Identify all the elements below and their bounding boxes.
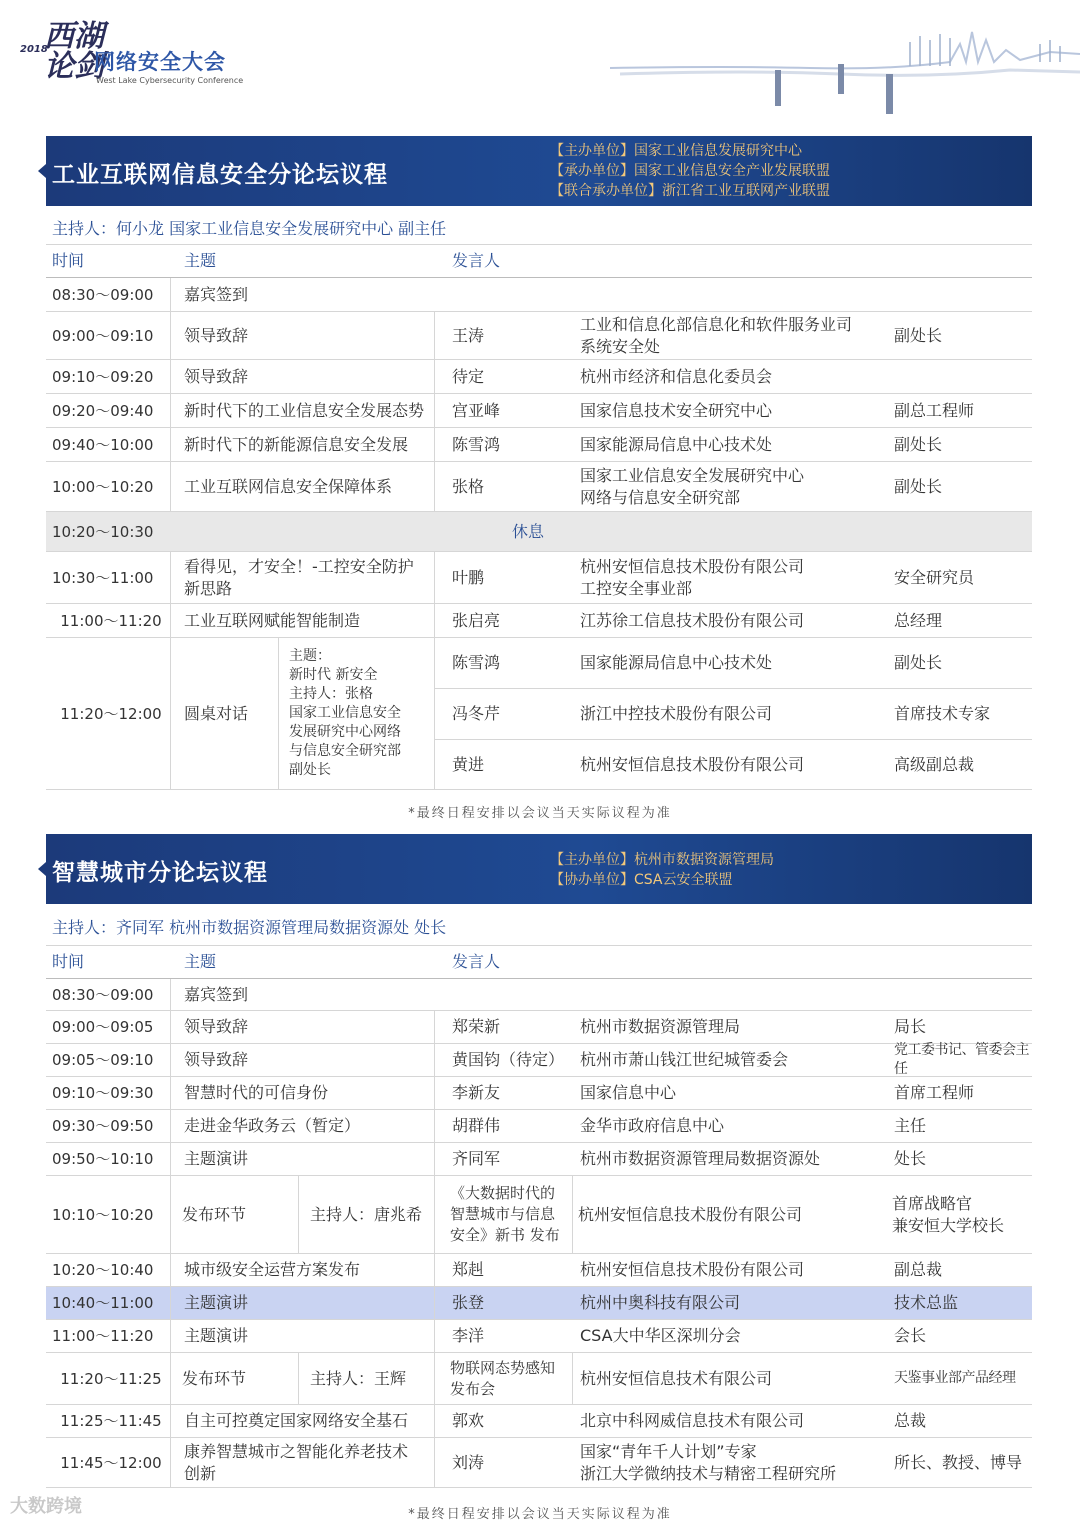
speaker-title: 局长 xyxy=(894,1017,927,1036)
time-cell: 11:20～12:00 xyxy=(60,704,162,723)
speaker-org: 杭州安恒信息技术股份有限公司 xyxy=(578,1204,803,1224)
speaker-org: 国家工业信息安全发展研究中心 网络与信息安全研究部 xyxy=(580,465,805,507)
time-cell: 11:00～11:20 xyxy=(60,611,162,630)
speaker-name: 郑荣新 xyxy=(452,1017,501,1036)
speaker-name: 黄进 xyxy=(452,755,485,774)
table-row xyxy=(46,428,1032,462)
speaker-name: 王涛 xyxy=(452,325,485,345)
speaker-org: 杭州市经济和信息化委员会 xyxy=(580,366,773,386)
speaker-name: 李新友 xyxy=(452,1083,501,1102)
page-header xyxy=(0,0,1080,128)
speaker-name: 胡群伟 xyxy=(452,1116,501,1135)
topic-cell: 发布环节 xyxy=(182,1204,247,1224)
speaker-name: 宫亚峰 xyxy=(452,400,501,420)
speaker-org: 国家信息中心 xyxy=(580,1083,677,1102)
organizer-line: 【主办单位】国家工业信息发展研究中心 xyxy=(550,143,802,159)
speaker-org: 金华市政府信息中心 xyxy=(580,1116,725,1135)
table-row xyxy=(46,1438,1032,1488)
column-topic: 主题 xyxy=(184,251,217,270)
speaker-title: 处长 xyxy=(894,1149,927,1168)
watermark-logo: 大数跨境 xyxy=(10,1496,82,1517)
section-banner-smartcity xyxy=(46,834,1032,904)
topic-cell: 工业互联网赋能智能制造 xyxy=(184,610,361,630)
speaker-title: 高级副总裁 xyxy=(894,755,975,774)
speaker-title: 技术总监 xyxy=(894,1293,959,1312)
time-cell: 09:10～09:20 xyxy=(52,367,154,386)
speaker-name: 齐同军 xyxy=(452,1149,501,1168)
speaker-title: 安全研究员 xyxy=(894,567,975,587)
speaker-name: 张启亮 xyxy=(452,610,501,630)
speaker-org: 国家信息技术安全研究中心 xyxy=(580,400,773,420)
speaker-title: 主任 xyxy=(894,1116,927,1135)
organizer-line: 【主办单位】杭州市数据资源管理局 xyxy=(550,852,774,868)
speaker-org: 杭州安恒信息技术股份有限公司 xyxy=(580,755,805,774)
table-row xyxy=(46,1176,1032,1254)
table-row xyxy=(46,604,1032,638)
time-cell: 10:30～11:00 xyxy=(52,568,154,587)
speaker-title: 党工委书记、管委会主任 xyxy=(894,1042,1029,1077)
logo-script: 西湖 论剑 xyxy=(44,19,104,84)
topic-cell: 领导致辞 xyxy=(184,1017,249,1036)
time-cell: 09:20～09:40 xyxy=(52,401,154,420)
speaker-org: 杭州市数据资源管理局 xyxy=(580,1017,741,1036)
time-cell: 11:20～11:25 xyxy=(60,1369,162,1388)
topic-cell: 工业互联网信息安全保障体系 xyxy=(184,476,393,496)
speaker-name: 郑赳 xyxy=(452,1260,485,1279)
column-topic: 主题 xyxy=(184,952,217,971)
time-cell: 09:05～09:10 xyxy=(52,1051,154,1069)
table-header xyxy=(46,244,1032,278)
time-cell: 11:45～12:00 xyxy=(60,1453,162,1472)
schedule-note: *最终日程安排以会议当天实际议程为准 xyxy=(408,1507,672,1522)
speaker-org: 工业和信息化部信息化和软件服务业司 系统安全处 xyxy=(580,314,853,356)
speaker-org: 杭州安恒信息技术股份有限公司 xyxy=(580,1260,805,1279)
speaker-name: 待定 xyxy=(452,366,485,386)
speaker-title: 首席战略官 兼安恒大学校长 xyxy=(892,1193,1005,1235)
organizer-line: 【协办单位】CSA云安全联盟 xyxy=(550,872,733,888)
table-row xyxy=(46,979,1032,1011)
speaker-org: 杭州市萧山钱江世纪城管委会 xyxy=(580,1050,789,1069)
time-cell: 10:40～11:00 xyxy=(52,1294,154,1312)
speaker-title: 副处长 xyxy=(894,476,943,496)
topic-cell: 新时代下的新能源信息安全发展 xyxy=(184,434,409,454)
speaker-title: 所长、教授、博导 xyxy=(894,1452,1023,1472)
speaker-title: 天鉴事业部产品经理 xyxy=(894,1370,1016,1386)
time-cell: 09:40～10:00 xyxy=(52,435,154,454)
speaker-org: 国家“青年千人计划”专家 浙江大学微纳技术与精密工程研究所 xyxy=(580,1441,837,1483)
speaker-org: 国家能源局信息中心技术处 xyxy=(580,434,773,454)
host-line: 主持人：齐同军 杭州市数据资源管理局数据资源处 处长 xyxy=(52,918,447,937)
logo-year: 2018 xyxy=(20,44,48,55)
banner-arrow xyxy=(38,862,46,876)
topic-cell: 发布环节 xyxy=(182,1368,247,1388)
host-line: 主持人：何小龙 国家工业信息安全发展研究中心 副主任 xyxy=(52,219,447,238)
table-row xyxy=(46,552,1032,604)
time-cell: 09:10～09:30 xyxy=(52,1084,154,1102)
table-row xyxy=(46,1143,1032,1176)
table-row xyxy=(46,1077,1032,1110)
topic-cell: 城市级安全运营方案发布 xyxy=(184,1260,361,1279)
topic-cell: 领导致辞 xyxy=(184,1050,249,1069)
schedule-note: *最终日程安排以会议当天实际议程为准 xyxy=(408,806,672,821)
table-row xyxy=(46,1110,1032,1143)
time-cell: 09:00～09:05 xyxy=(52,1018,154,1036)
organizer-line: 【承办单位】国家工业信息安全产业发展联盟 xyxy=(550,163,830,179)
speaker-org: 北京中科网威信息技术有限公司 xyxy=(580,1411,805,1430)
topic-cell: 智慧时代的可信身份 xyxy=(184,1083,329,1102)
topic-cell: 主题演讲 xyxy=(184,1293,249,1312)
time-cell: 11:25～11:45 xyxy=(60,1412,162,1430)
time-cell: 10:20～10:30 xyxy=(52,522,154,541)
table-header xyxy=(46,945,1032,979)
topic-cell: 康养智慧城市之智能化养老技术 创新 xyxy=(184,1441,409,1483)
skyline-graphic xyxy=(610,22,1080,122)
time-cell: 09:00～09:10 xyxy=(52,326,154,345)
topic-cell: 自主可控奠定国家网络安全基石 xyxy=(184,1411,409,1430)
speaker-name: 叶鹏 xyxy=(452,567,485,587)
column-time: 时间 xyxy=(52,251,85,270)
speaker-org: 杭州市数据资源管理局数据资源处 xyxy=(580,1149,821,1168)
topic-cell: 圆桌对话 xyxy=(184,703,249,723)
speaker-org: 浙江中控技术股份有限公司 xyxy=(580,704,773,723)
topic-cell: 走进金华政务云（暂定） xyxy=(184,1116,361,1135)
topic-cell: 看得见，才安全！-工控安全防护 新思路 xyxy=(184,556,414,598)
column-time: 时间 xyxy=(52,952,85,971)
speaker-org: 杭州安恒信息技术有限公司 xyxy=(580,1368,773,1388)
speaker-title: 总裁 xyxy=(894,1411,927,1430)
break-label: 休息 xyxy=(511,521,544,541)
session-host: 主持人：王辉 xyxy=(310,1368,407,1388)
topic-cell: 领导致辞 xyxy=(184,325,249,345)
time-cell: 10:00～10:20 xyxy=(52,477,154,496)
time-cell: 09:50～10:10 xyxy=(52,1150,154,1168)
time-cell: 08:30～09:00 xyxy=(52,985,154,1004)
speaker-title: 首席工程师 xyxy=(894,1083,975,1102)
conference-logo xyxy=(18,16,248,120)
topic-cell: 嘉宾签到 xyxy=(184,984,249,1004)
section-title: 工业互联网信息安全分论坛议程 xyxy=(52,162,388,188)
speaker-name: 《大数据时代的 智慧城市与信息 安全》新书 发布 xyxy=(450,1184,560,1244)
table-row xyxy=(46,1011,1032,1044)
speaker-org: 杭州安恒信息技术股份有限公司 工控安全事业部 xyxy=(580,556,805,598)
organizer-line: 【联合承办单位】浙江省工业互联网产业联盟 xyxy=(550,183,830,199)
table-row xyxy=(46,360,1032,394)
table-row xyxy=(46,1320,1032,1353)
speaker-org: 江苏徐工信息技术股份有限公司 xyxy=(580,610,805,630)
table-row xyxy=(46,312,1032,360)
column-speaker: 发言人 xyxy=(452,251,501,270)
speaker-title: 副处长 xyxy=(894,434,943,454)
speaker-org: 杭州中奥科技有限公司 xyxy=(580,1293,741,1312)
speaker-title: 副总裁 xyxy=(894,1260,943,1279)
speaker-title: 会长 xyxy=(894,1326,927,1345)
speaker-title: 总经理 xyxy=(894,610,943,630)
speaker-name: 陈雪鸿 xyxy=(452,434,501,454)
topic-cell: 主题演讲 xyxy=(184,1149,249,1168)
topic-cell: 嘉宾签到 xyxy=(184,284,249,304)
table-row xyxy=(46,1353,1032,1405)
speaker-name: 物联网态势感知 发布会 xyxy=(450,1358,556,1398)
time-cell: 10:10～10:20 xyxy=(52,1205,154,1224)
speaker-title: 副总工程师 xyxy=(894,400,975,420)
speaker-name: 冯冬芹 xyxy=(452,704,501,723)
speaker-name: 陈雪鸿 xyxy=(452,653,501,672)
topic-cell: 领导致辞 xyxy=(184,366,249,386)
roundtable-row xyxy=(46,638,1032,790)
section-title: 智慧城市分论坛议程 xyxy=(52,860,268,886)
speaker-name: 刘涛 xyxy=(452,1452,485,1472)
topic-cell: 主题演讲 xyxy=(184,1326,249,1345)
speaker-title: 首席技术专家 xyxy=(894,704,991,723)
speaker-title: 副处长 xyxy=(894,325,943,345)
speaker-name: 李洋 xyxy=(452,1326,485,1345)
banner-arrow xyxy=(38,164,46,178)
time-cell: 10:20～10:40 xyxy=(52,1261,154,1279)
speaker-name: 张格 xyxy=(452,476,485,496)
speaker-title: 副处长 xyxy=(894,653,943,672)
topic-cell: 新时代下的工业信息安全发展态势 xyxy=(184,400,425,420)
session-host: 主持人：唐兆希 xyxy=(310,1204,423,1224)
table-row xyxy=(46,1405,1032,1438)
speaker-name: 张登 xyxy=(452,1293,485,1312)
table-row xyxy=(46,462,1032,512)
table-row xyxy=(46,1254,1032,1287)
section-banner-industrial xyxy=(46,136,1032,206)
time-cell: 11:00～11:20 xyxy=(52,1327,154,1345)
speaker-org: 国家能源局信息中心技术处 xyxy=(580,653,773,672)
roundtable-detail: 主题： 新时代 新安全 主持人：张格 国家工业信息安全 发展研究中心网络 与信息安全研究部 副处长 xyxy=(289,648,401,778)
table-row xyxy=(46,1044,1032,1077)
table-row xyxy=(46,278,1032,312)
time-cell: 09:30～09:50 xyxy=(52,1117,154,1135)
table-row xyxy=(46,394,1032,428)
speaker-name: 郭欢 xyxy=(452,1411,485,1430)
logo-subtitle: West Lake Cybersecurity Conference xyxy=(96,76,244,85)
time-cell: 08:30～09:00 xyxy=(52,285,154,304)
logo-title: 网络安全大会 xyxy=(94,50,226,74)
table-row-highlighted xyxy=(46,1287,1032,1320)
speaker-name: 黄国钧（待定） xyxy=(452,1050,565,1069)
column-speaker: 发言人 xyxy=(452,952,501,971)
break-row xyxy=(46,512,1032,552)
speaker-org: CSA大中华区深圳分会 xyxy=(580,1326,741,1345)
